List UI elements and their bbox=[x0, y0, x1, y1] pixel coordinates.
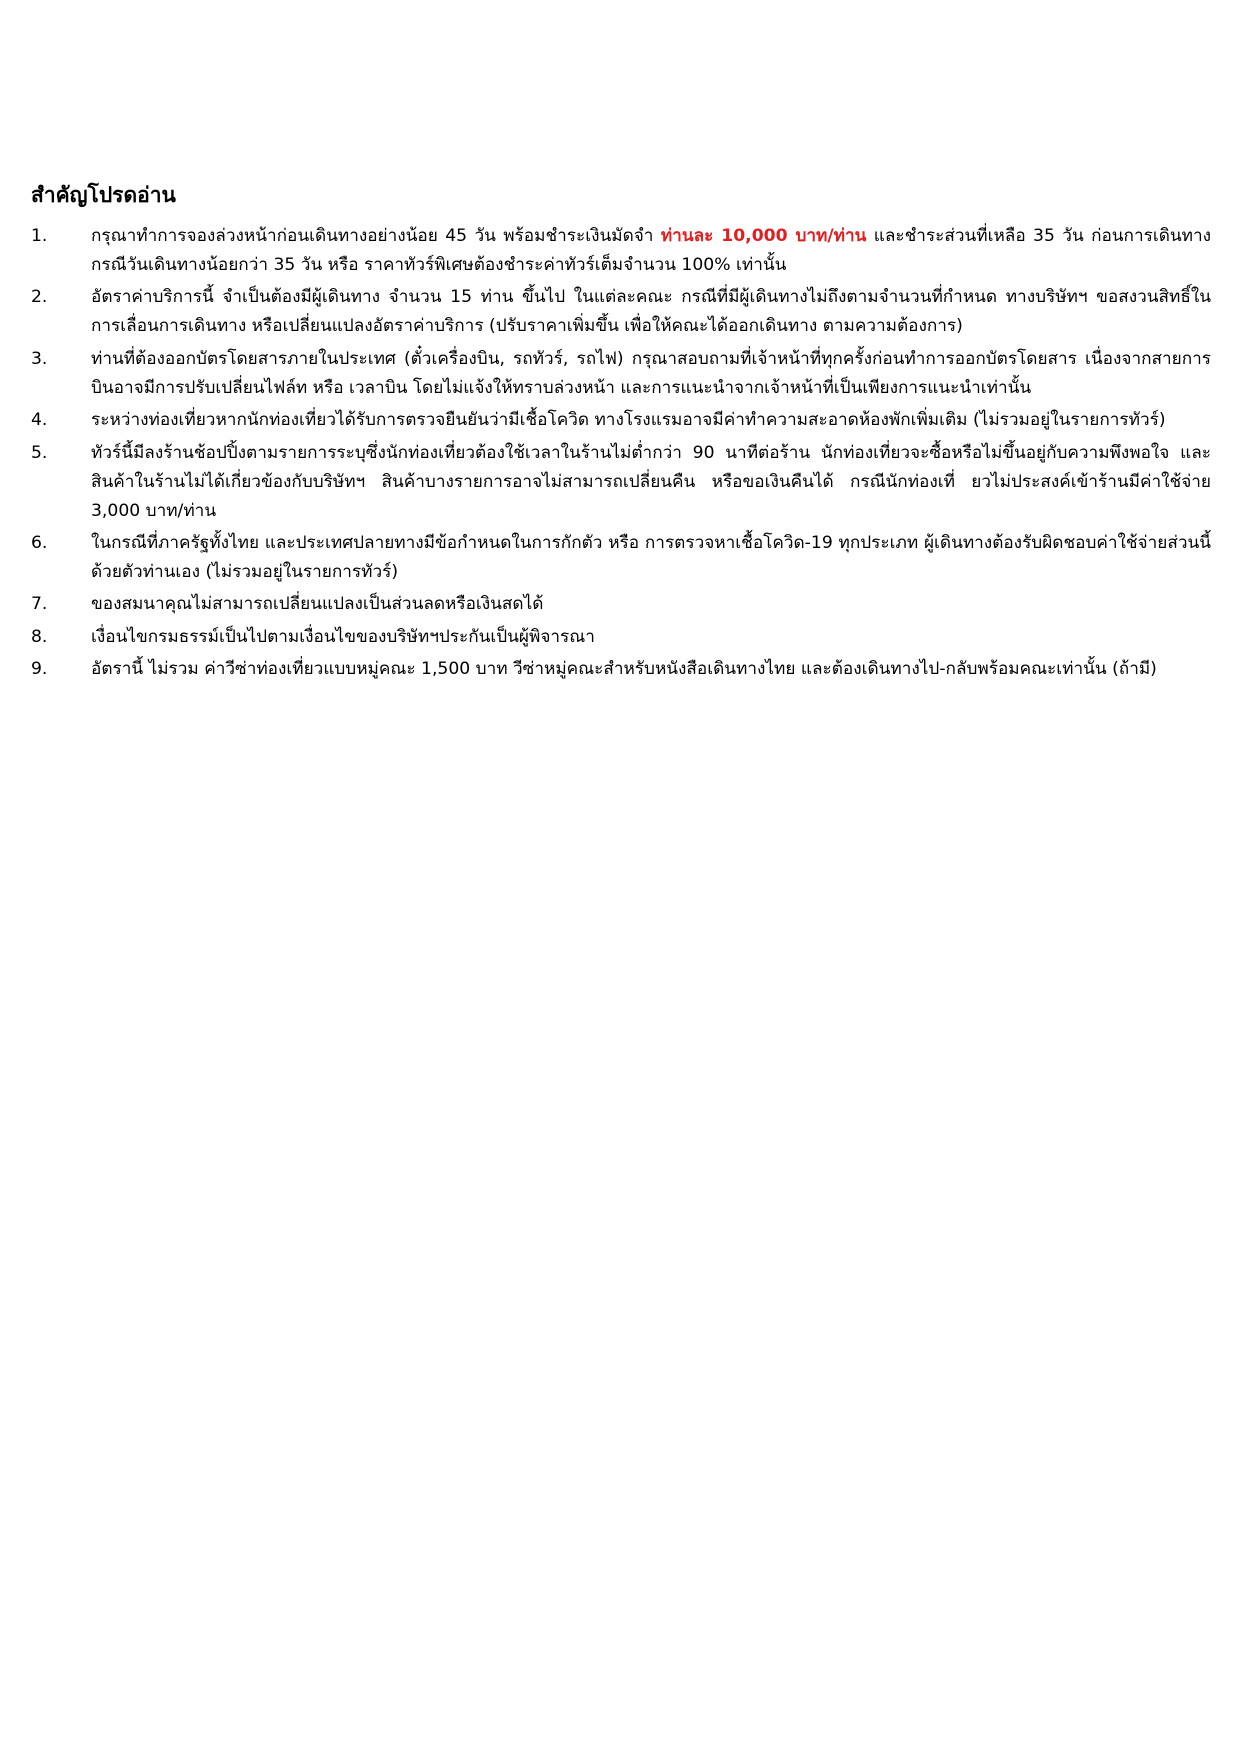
item-text: ของสมนาคุณไม่สามารถเปลี่ยนแปลงเป็นส่วนลดหรือเงินสดได้ bbox=[91, 594, 544, 615]
list-item bbox=[31, 590, 1211, 619]
item-text: ระหว่างท่องเที่ยวหากนักท่องเที่ยวได้รับการตรวจยืนยันว่ามีเชื้อโควิด ทางโรงแรมอาจมีค่าทำความสะอาดห้องพักเพิ่มเติม (ไม่รวมอยู่ในรายการทัวร์) bbox=[91, 410, 1166, 431]
item-number: 6. bbox=[31, 532, 48, 553]
item-text-before: กรุณาทำการจองล่วงหน้าก่อนเดินทางอย่างน้อย 45 วัน พร้อมชำระเงินมัดจำ bbox=[91, 226, 661, 246]
list-item bbox=[31, 529, 1211, 587]
list-item bbox=[31, 283, 1211, 341]
list-item bbox=[31, 655, 1211, 684]
deposit-amount-highlight: ท่านละ 10,000 บาท/ท่าน bbox=[660, 226, 867, 246]
item-text: ทัวร์นี้มีลงร้านช้อปปิ้งตามรายการระบุซึ่งนักท่องเที่ยวต้องใช้เวลาในร้านไม่ต่ำกว่า 90 นาทีต่อร้าน นักท่องเที่ยวจะซื้อหรือไม่ขึ้นอยู่กับความพึงพอใจ และสินค้าในร้านไม่ได้เกี่ยวข้องกับบริษัทฯ สินค้าบางรายการอาจไม่สามารถเปลี่ยนคืน หรือขอเงินคืนได้ กรณีนักท่องเที่ ยวไม่ประสงค์เข้าร้านมีค่าใช้จ่าย 3,000 บาท/ท่าน bbox=[91, 442, 1211, 521]
item-text: อัตราค่าบริการนี้ จำเป็นต้องมีผู้เดินทาง จำนวน 15 ท่าน ขึ้นไป ในแต่ละคณะ กรณีที่มีผู้เดินทางไม่ถึงตามจำนวนที่กำหนด ทางบริษัทฯ ขอสงวนสิทธิ์ในการเลื่อนการเดินทาง หรือเปลี่ยนแปลงอัตราค่าบริการ (ปรับราคาเพิ่มขึ้น เพื่อให้คณะได้ออกเดินทาง ตามความต้องการ) bbox=[91, 287, 1211, 337]
list-item bbox=[31, 345, 1211, 403]
item-number: 3. bbox=[31, 348, 48, 369]
important-notice-section bbox=[31, 180, 1211, 688]
item-text: ในกรณีที่ภาครัฐทั้งไทย และประเทศปลายทางมีข้อกำหนดในการกักตัว หรือ การตรวจหาเชื้อโควิด-19 ทุกประเภท ผู้เดินทางต้องรับผิดชอบค่าใช้จ่ายส่วนนี้ด้วยตัวท่านเอง (ไม่รวมอยู่ในรายการทัวร์) bbox=[91, 532, 1211, 582]
item-number: 8. bbox=[31, 626, 48, 647]
item-text bbox=[91, 222, 1211, 280]
item-text-after: และชำระส่วนที่เหลือ 35 วัน ก่อนการเดินทาง กรณีวันเดินทางน้อยกว่า 35 วัน หรือ ราคาทัวร์พิเศษต้องชำระค่าทัวร์เต็มจำนวน 100% เท่านั้น bbox=[91, 226, 1212, 275]
list-item bbox=[31, 222, 1211, 280]
item-number: 9. bbox=[31, 659, 48, 680]
item-text: ท่านที่ต้องออกบัตรโดยสารภายในประเทศ (ตั๋วเครื่องบิน, รถทัวร์, รถไฟ) กรุณาสอบถามที่เจ้าหน้าที่ทุกครั้งก่อนทำการออกบัตรโดยสาร เนื่องจากสายการบินอาจมีการปรับเปลี่ยนไฟล์ท หรือ เวลาบิน โดยไม่แจ้งให้ทราบล่วงหน้า และการแนะนำจากเจ้าหน้าที่เป็นเพียงการแนะนำเท่านั้น bbox=[91, 348, 1211, 398]
notice-title: สำคัญโปรดอ่าน bbox=[31, 183, 176, 207]
list-item bbox=[31, 623, 1211, 652]
list-item bbox=[31, 439, 1211, 526]
item-text: อัตรานี้ ไม่รวม ค่าวีซ่าท่องเที่ยวแบบหมู่คณะ 1,500 บาท วีซ่าหมู่คณะสำหรับหนังสือเดินทางไทย และต้องเดินทางไป-กลับพร้อมคณะเท่านั้น (ถ้ามี) bbox=[91, 659, 1157, 680]
item-number: 2. bbox=[31, 287, 48, 308]
list-item bbox=[31, 406, 1211, 435]
notice-list bbox=[31, 222, 1211, 684]
item-number: 5. bbox=[31, 442, 48, 463]
item-number: 4. bbox=[31, 410, 48, 431]
item-text: เงื่อนไขกรมธรรม์เป็นไปตามเงื่อนไขของบริษัทฯประกันเป็นผู้พิจารณา bbox=[91, 626, 595, 647]
item-number: 1. bbox=[31, 226, 48, 246]
item-number: 7. bbox=[31, 594, 48, 615]
